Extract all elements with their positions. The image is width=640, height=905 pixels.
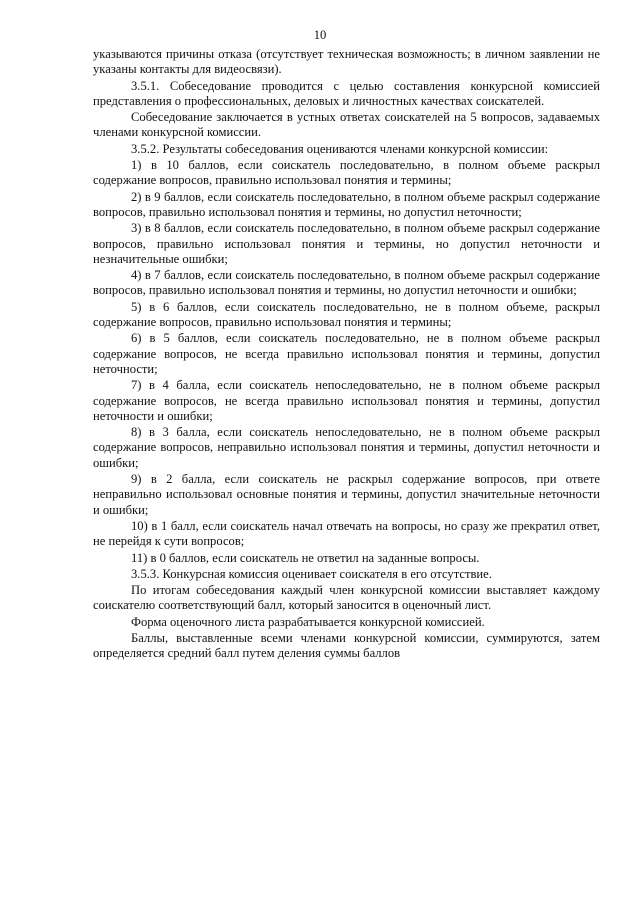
list-item-score-3: 8) в 3 балла, если соискатель непоследовательно, не в полном объеме раскрыл содержание вопросов, неправильно использовал понятия и термины, допустил неточности и ошибки; [93,425,600,470]
list-item-score-1: 10) в 1 балл, если соискатель начал отвечать на вопросы, но сразу же прекратил ответ, не перейдя к сути вопросов; [93,518,600,549]
paragraph-refusal-reasons: указываются причины отказа (отсутствует техническая возможность; в личном заявлении не указаны контакты для видеосвязи). [93,47,600,77]
paragraph-evaluation-sheet: По итогам собеседования каждый член конкурсной комиссии выставляет каждому соискателю соответствующий балл, который заносится в оценочный лист. [93,583,600,613]
list-item-score-5: 6) в 5 баллов, если соискатель последовательно, не в полном объеме раскрыл содержание вопросов, не всегда правильно использовал понятия и термины, допустил неточности; [93,331,600,376]
list-item-score-7: 4) в 7 баллов, если соискатель последовательно, в полном объеме раскрыл содержание вопросов, правильно использовал понятия и термины, но допустил неточности и ошибки; [93,268,600,298]
list-item-score-2: 9) в 2 балла, если соискатель не раскрыл содержание вопросов, при ответе неправильно использовал основные понятия и термины, допустил значительные неточности и ошибки; [93,472,600,517]
paragraph-3-5-1: 3.5.1. Собеседование проводится с целью составления конкурсной комиссией представления о профессиональных, деловых и личностных качествах соискателей. [93,78,600,108]
paragraph-sheet-form: Форма оценочного листа разрабатывается конкурсной комиссией. [131,614,485,629]
list-item-score-10: 1) в 10 баллов, если соискатель последовательно, в полном объеме раскрыл содержание вопросов, правильно использовал понятия и термины; [93,158,600,188]
page-number: 10 [313,28,327,42]
paragraph-interview-format: Собеседование заключается в устных ответах соискателей на 5 вопросов, задаваемых членами конкурсной комиссии. [93,110,600,140]
document-body [93,47,600,663]
list-item-score-6: 5) в 6 баллов, если соискатель последовательно, не в полном объеме, раскрыл содержание вопросов, правильно использовал понятия и термины; [93,299,600,330]
paragraph-average-score: Баллы, выставленные всеми членами конкурсной комиссии, суммируются, затем определяется средний балл путем деления суммы баллов [93,630,600,661]
paragraph-3-5-3: 3.5.3. Конкурсная комиссия оценивает соискателя в его отсутствие. [131,566,492,581]
list-item-score-8: 3) в 8 баллов, если соискатель последовательно, в полном объеме раскрыл содержание вопросов, правильно использовал понятия и термины, но допустил неточности и незначительные ошибки; [93,221,600,266]
paragraph-3-5-2: 3.5.2. Результаты собеседования оцениваются членами конкурсной комиссии: [131,141,549,156]
list-item-score-0: 11) в 0 баллов, если соискатель не ответил на заданные вопросы. [131,550,480,565]
list-item-score-4: 7) в 4 балла, если соискатель непоследовательно, не в полном объеме раскрыл содержание вопросов, не всегда правильно использовал понятия и термины, допустил неточности и ошибки; [93,378,600,423]
list-item-score-9: 2) в 9 баллов, если соискатель последовательно, в полном объеме раскрыл содержание вопросов, правильно использовал понятия и термины, но допустил неточности; [93,189,600,219]
